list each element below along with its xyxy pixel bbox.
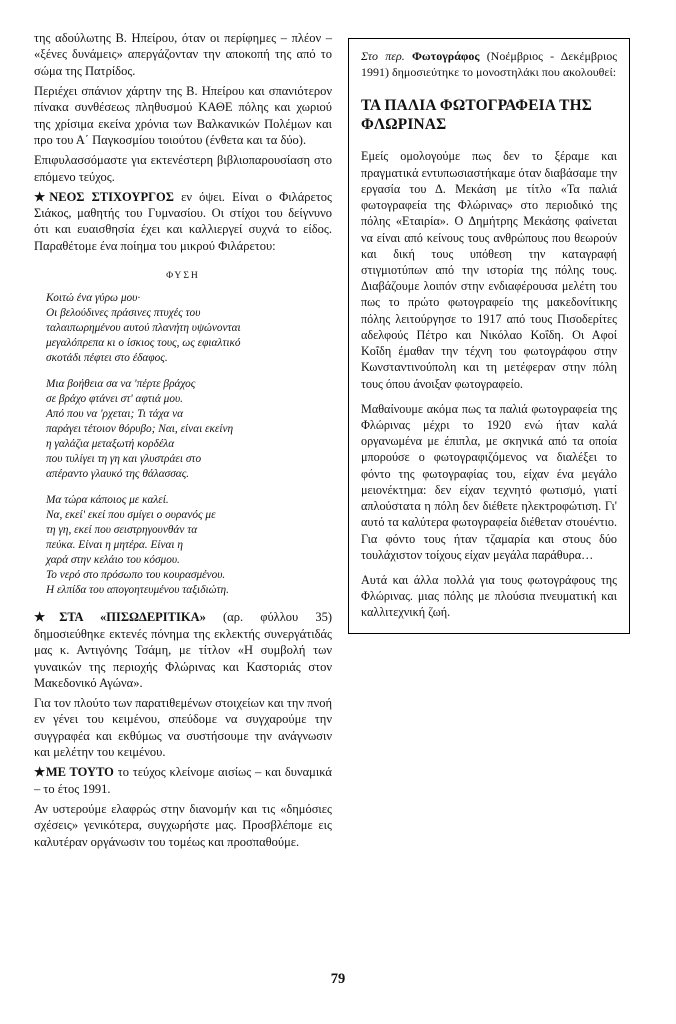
poem-line: σκοτάδι πέφτει στο έδαφος. [46, 352, 168, 365]
sidebar-intro-post: (Νοέμβριος - Δεκέμβριος 1991) δημοσιεύτηκε το μονοστηλάκι που ακολουθεί: [361, 49, 617, 79]
poem-line: Να, εκεί' εκεί που σμίγει ο ουρανός με [46, 509, 216, 522]
poem-line: ταλαιπωρημένου αυτού πλανήτη υψώνονται [46, 322, 241, 335]
poem-line: Οι βελούδινες πράσινες πτυχές του [46, 307, 201, 320]
poem-line: παράγει τέτοιον θόρυβο; Ναι, είναι εκείνη [46, 423, 234, 436]
poem-stanza [46, 493, 332, 598]
sidebar-intro-pre: Στο περ. [361, 49, 412, 63]
news-entry-text: εν όψει. Είναι ο Φιλάρετος Σιάκος, μαθητής του Γυμνασίου. Οι στίχοι του δείγνυνο ότι και ευαισθησία έχει και καλλιεργεί συχνά το είδος. Παραθέτομε ένα ποίημα του μικρού Φιλάρετου: [34, 189, 332, 253]
poem-line: Η ελπίδα του απογοητευμένου ταξιδιώτη. [46, 584, 229, 597]
poem-line: Μα τώρα κάποιος με καλεί. [46, 494, 169, 507]
paragraph: της αδούλωτης Β. Ηπείρου, όταν οι περίφημες – πλέον – «ξένες δυνάμεις» απεργάζονταν την αποκοπή της από το σώμα της Πατρίδος. [34, 31, 332, 78]
news-entry [34, 189, 332, 255]
poem-line: Το νερό στο πρόσωπο του κουρασμένου. [46, 569, 226, 582]
page-columns [34, 30, 642, 854]
sidebar-box [348, 38, 630, 634]
paragraph: Για τον πλούτο των παρατιθεμένων στοιχείων και την πνοή εν γένει του κειμένου, σπεύδομε να συγχαρούμε την συγγραφέα και εκθύμως να συστήσουμε την ανάγνωσιν και μελέτην του κειμένου. [34, 696, 332, 760]
news-entry-text: το τεύχος κλείνομε αισίως – και δυναμικά – το έτος 1991. [34, 765, 332, 796]
news-entry-lead: ★ΜΕ ΤΟΥΤΟ [34, 765, 114, 780]
page-number: 79 [330, 971, 346, 987]
poem-line: πεύκα. Είναι η μητέρα. Είναι η [46, 539, 183, 552]
poem-line: τη γη, εκεί που σειστρηγουνθάν τα [46, 524, 198, 537]
paragraph: Εμείς ομολογούμε πως δεν το ξέραμε και πραγματικά εντυπωσιαστήκαμε όταν διαβάσαμε την εργασία του Δ. Μεκάση με τίτλο «Τα παλιά φωτογραφεία της Φλώρινας» στο περιοδικό της πόλης «Εταιρία». Ο Δημήτρης Μεκάσης φαίνεται να είναι από κείνους τους ανθρώπους που θεωρούν και δική τους υπόθεση την καταγραφή στιγμιοτύπων από την ιστορία της πόλης τους. Διαβάζουμε λοιπόν στην ενδιαφέρουσα μελέτη του πως το πρώτο φωτογραφείο της μακεδονίτικης πόλης λειτούργησε το 1917 από τους Πισοδερίτες αδελφούς Πέτρο και Νικόλαο Κοΐδη. Οι Αφοί Κοΐδη έμαθαν την τέχνη του φωτογράφου στην Κωνσταντινούπολη και τη μετέφεραν στην πόλη τους όπου άνοιξαν φωτογραφείο. [361, 149, 617, 391]
paragraph: Μαθαίνουμε ακόμα πως τα παλιά φωτογραφεία της Φλώρινας μέχρι το 1920 ενώ ήταν καλά οργανωμένα με έπιπλα, με σκηνικά από τα οποία μπορούσε ο φωτογραφιζόμενος να διαλέξει το φόντο της φωτογραφίας του, είχαν ένα μεγάλο μειονέκτημα: δεν είχαν τεχνητό φωτισμό, γιατί απλούστατα η πόλη δεν διέθετε ηλεκτροφώτιση. Γι' αυτό τα καλύτερα φωτογραφεία διέθεταν στουέντιο. Για φόντο τους ήταν τζαμαρία και στους δύο τουλάχιστον τοίχους είχαν μεγάλα παράθυρα… [361, 401, 617, 562]
sidebar-intro [361, 49, 617, 81]
sidebar-title: ΤΑ ΠΑΛΙΑ ΦΩΤΟΓΡΑΦΕΙΑ ΤΗΣ ΦΛΩΡΙΝΑΣ [361, 96, 593, 133]
news-entry-text: (αρ. φύλλου 35) δημοσιεύθηκε εκτενές πόνημα της εκλεκτής συνεργάτιδάς μας κ. Αντιγόνης Τσάμη, με τίτλον «Η συμβολή των γυναικών της περιοχής Φλώρινας και Καστοριάς στον Μακεδονικό Αγώνα». [34, 610, 332, 690]
poem-line: Κοιτώ ένα γύρω μου· [46, 292, 141, 305]
poem-line: Μια βοήθεια σα να 'πέρτε βράχος [46, 378, 196, 391]
sidebar-intro-magazine-name: Φωτογράφος [411, 49, 480, 63]
poem-line: απέραντο γλαυκό της θάλασσας. [46, 468, 190, 481]
paragraph: Περιέχει σπάνιον χάρτην της Β. Ηπείρου και σπανιότερον πίνακα συνθέσεως πληθυσμού ΚΑΘΕ πόλης και χωριού της χρίσιμα εκείνα χρόνια των Βαλκανικών Πολέμων και προ του Α΄ Παγκοσμίου τοιούτου (ένθετα και τα δύο). [34, 83, 332, 147]
sidebar-body [361, 148, 617, 620]
paragraph: Αυτά και άλλα πολλά για τους φωτογράφους της Φλώρινας. μιας πόλης με πλούσια πνευματική και καλλιτεχνική ζωή. [361, 572, 617, 620]
paragraph: Επιφυλασσόμαστε για εκτενέστερη βιβλιοπαρουσίαση στο επόμενο τεύχος. [34, 153, 332, 184]
paragraph: Αν υστερούμε ελαφρώς στην διανομήν και τις «δημόσιες σχέσεις» γενικότερα, συγχωρήστε μας. Προσβλέπομε εις καλυτέραν οργάνωσιν του τομέως και προσπαθούμε. [34, 801, 332, 849]
poem-line: μεγαλόπρεπα κι ο ίσκιος τους, ως εφιαλτικό [46, 337, 241, 350]
news-entry [34, 764, 332, 797]
news-entry-lead: ★ΝΕΟΣ ΣΤΙΧΟΥΡΓΟΣ [34, 189, 174, 204]
poem-line: η γαλάζια μεταξωτή κορδέλα [46, 438, 175, 451]
poem-line: Από που να 'ρχεται; Τι τάχα να [46, 408, 184, 421]
poem-line: σε βράχο φτάνει στ' αφτιά μου. [46, 393, 183, 406]
poem-line: που τυλίγει τη γη και γλυστράει στο [46, 453, 202, 466]
poem-title: ΦΥΣΗ [166, 270, 200, 282]
news-entry-lead: ★ΣΤΑ «ΠΙΣΩΔΕΡΙΤΙΚΑ» [34, 610, 206, 625]
poem-stanza [46, 291, 332, 366]
main-text-column [34, 30, 332, 854]
poem-stanza [46, 377, 332, 482]
news-entry [34, 609, 332, 691]
poem-line: χαρά στην κελάιο του κόσμου. [46, 554, 180, 567]
